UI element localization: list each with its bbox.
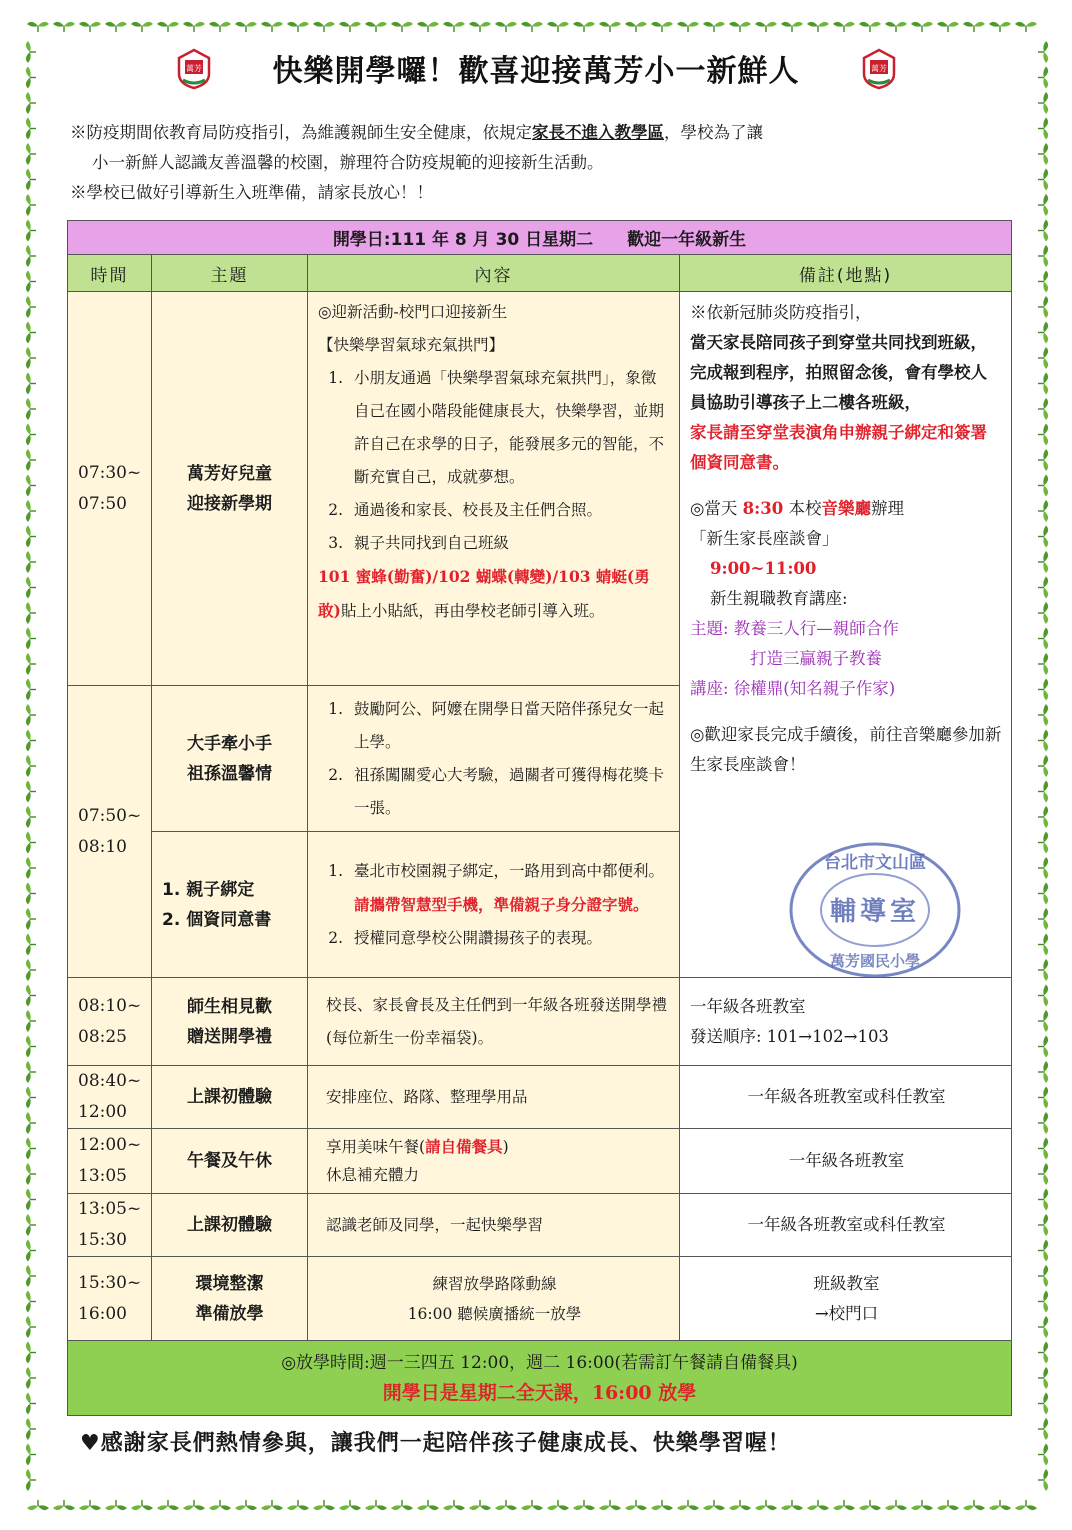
leaf-icon bbox=[26, 1138, 36, 1160]
leaf-icon bbox=[1038, 220, 1048, 242]
table-row bbox=[68, 978, 1012, 1066]
leaf-icon bbox=[235, 1500, 257, 1510]
leaf-icon bbox=[131, 22, 153, 32]
leaf-icon bbox=[1038, 1316, 1048, 1338]
time-cell: 12:00~ 13:05 bbox=[68, 1129, 152, 1194]
leaf-icon bbox=[1038, 1036, 1048, 1058]
list-item: 2. 授權同意學校公開讚揚孩子的表現。 bbox=[348, 922, 671, 955]
leaf-icon bbox=[885, 1500, 907, 1510]
leaf-icon bbox=[677, 22, 699, 32]
leaf-icon bbox=[1038, 169, 1048, 191]
leaf-icon bbox=[1038, 704, 1048, 726]
leaf-icon bbox=[1038, 806, 1048, 828]
svg-text:台北市文山區: 台北市文山區 bbox=[824, 853, 926, 873]
leaf-icon bbox=[209, 22, 231, 32]
topic-cell: 上課初體驗 bbox=[152, 1066, 308, 1129]
leaf-icon bbox=[26, 143, 36, 165]
leaf-icon bbox=[26, 1393, 36, 1415]
leaf-icon bbox=[573, 22, 595, 32]
leaf-icon bbox=[833, 22, 855, 32]
leaf-icon bbox=[26, 908, 36, 930]
leaf-icon bbox=[1038, 679, 1048, 701]
leaf-icon bbox=[495, 1500, 517, 1510]
leaf-icon bbox=[963, 1500, 985, 1510]
leaf-icon bbox=[547, 1500, 569, 1510]
leaf-icon bbox=[781, 1500, 803, 1510]
notice-block bbox=[70, 118, 1015, 208]
leaf-icon bbox=[287, 22, 309, 32]
leaf-icon bbox=[1038, 424, 1048, 446]
leaf-icon bbox=[287, 1500, 309, 1510]
leaf-icon bbox=[1038, 755, 1048, 777]
svg-text:輔導室: 輔導室 bbox=[829, 897, 921, 927]
leaf-icon bbox=[26, 755, 36, 777]
leaf-icon bbox=[1038, 551, 1048, 573]
column-header: 時間 bbox=[68, 255, 152, 292]
leaf-icon bbox=[521, 1500, 543, 1510]
leaf-icon bbox=[79, 22, 101, 32]
leaf-icon bbox=[26, 245, 36, 267]
leaf-icon bbox=[599, 22, 621, 32]
content-cell bbox=[308, 686, 680, 832]
leaf-icon bbox=[495, 22, 517, 32]
leaf-icon bbox=[1038, 271, 1048, 293]
leaf-icon bbox=[365, 1500, 387, 1510]
leaf-icon bbox=[26, 577, 36, 599]
leaf-icon bbox=[26, 551, 36, 573]
notes-cell: 一年級各班教室或科任教室 bbox=[680, 1066, 1012, 1129]
leaf-icon bbox=[1015, 1500, 1037, 1510]
leaf-icon bbox=[157, 22, 179, 32]
topic-cell: 萬芳好兒童 迎接新學期 bbox=[152, 292, 308, 686]
leaf-icon bbox=[1038, 118, 1048, 140]
time-cell: 07:30~ 07:50 bbox=[68, 292, 152, 686]
leaf-icon bbox=[469, 22, 491, 32]
notice-line: 小一新鮮人認識友善溫馨的校園，辦理符合防疫規範的迎接新生活動。 bbox=[92, 153, 604, 172]
leaf-icon bbox=[26, 832, 36, 854]
leaf-icon bbox=[1038, 883, 1048, 905]
leaf-icon bbox=[26, 271, 36, 293]
leaf-icon bbox=[26, 1112, 36, 1134]
leaf-icon bbox=[1038, 1112, 1048, 1134]
list-item: 2. 祖孫闖關愛心大考驗，過關者可獲得梅花獎卡一張。 bbox=[348, 759, 671, 825]
school-logo-icon bbox=[175, 48, 213, 90]
leaf-icon bbox=[521, 22, 543, 32]
leaf-icon bbox=[625, 1500, 647, 1510]
leaf-icon bbox=[989, 1500, 1011, 1510]
leaf-icon bbox=[1038, 1087, 1048, 1109]
leaf-icon bbox=[781, 22, 803, 32]
leaf-icon bbox=[1038, 92, 1048, 114]
notice-line: ※防疫期間依教育局防疫指引，為維護親師生安全健康，依規定家長不進入教學區，學校為了讓 bbox=[70, 123, 763, 142]
leaf-icon bbox=[1038, 1138, 1048, 1160]
leaf-icon bbox=[1015, 22, 1037, 32]
page-title: 快樂開學囉！歡喜迎接萬芳小一新鮮人 bbox=[272, 54, 800, 89]
leaf-icon bbox=[183, 1500, 205, 1510]
leaf-icon bbox=[339, 22, 361, 32]
leaf-icon bbox=[1038, 322, 1048, 344]
table-row bbox=[68, 1194, 1012, 1257]
leaf-icon bbox=[26, 883, 36, 905]
leaf-icon bbox=[1038, 194, 1048, 216]
leaf-icon bbox=[1038, 1189, 1048, 1211]
table-row bbox=[68, 1257, 1012, 1341]
leaf-icon bbox=[26, 500, 36, 522]
leaf-icon bbox=[26, 347, 36, 369]
leaf-icon bbox=[26, 1469, 36, 1491]
leaf-icon bbox=[26, 41, 36, 63]
leaf-icon bbox=[26, 959, 36, 981]
leaf-icon bbox=[235, 22, 257, 32]
leaf-icon bbox=[26, 92, 36, 114]
leaf-icon bbox=[391, 1500, 413, 1510]
leaf-icon bbox=[807, 22, 829, 32]
leaf-icon bbox=[1038, 143, 1048, 165]
leaf-icon bbox=[1038, 934, 1048, 956]
leaf-icon bbox=[105, 22, 127, 32]
leaf-icon bbox=[26, 169, 36, 191]
leaf-icon bbox=[26, 781, 36, 803]
notes-cell: ※依新冠肺炎防疫指引， 當天家長陪同孩子到穿堂共同找到班級，完成報到程序，拍照留念後，會有學校人員協助引導孩子上二樓各班級， 家長請至穿堂表演角申辦親子綁定和簽署個資同意書。 ◎當天 8:30 本校音樂廳辦理 「新生家長座談會」 9:00~11:00 新生親職教育講座: 主題: 教養三人行—親師合作 打造三贏親子教養 講座: 徐權鼎(知名親子作家) ◎歡迎家長完成手續後，前往音樂廳參加新生家長座談會！ bbox=[680, 292, 1012, 978]
leaf-icon bbox=[833, 1500, 855, 1510]
leaf-icon bbox=[1038, 398, 1048, 420]
leaf-icon bbox=[261, 22, 283, 32]
leaf-icon bbox=[911, 1500, 933, 1510]
topic-cell: 上課初體驗 bbox=[152, 1194, 308, 1257]
thank-you-message: ♥感謝家長們熱情參與，讓我們一起陪伴孩子健康成長、快樂學習喔！ bbox=[80, 1430, 791, 1456]
leaf-icon bbox=[26, 730, 36, 752]
leaf-icon bbox=[26, 398, 36, 420]
leaf-icon bbox=[677, 1500, 699, 1510]
leaf-icon bbox=[1038, 628, 1048, 650]
list-item: 2. 通過後和家長、校長及主任們合照。 bbox=[348, 494, 671, 527]
leaf-icon bbox=[209, 1500, 231, 1510]
leaf-icon bbox=[859, 22, 881, 32]
leaf-icon bbox=[26, 934, 36, 956]
leaf-icon bbox=[157, 1500, 179, 1510]
leaf-icon bbox=[1038, 1214, 1048, 1236]
leaf-icon bbox=[651, 22, 673, 32]
dismissal-footer: ◎放學時間:週一三四五 12:00，週二 16:00(若需訂午餐請自備餐具) 開學日是星期二全天課，16:00 放學 bbox=[68, 1341, 1012, 1416]
leaf-icon bbox=[27, 1500, 49, 1510]
content-cell: 安排座位、路隊、整理學用品 bbox=[308, 1066, 680, 1129]
leaf-icon bbox=[26, 1010, 36, 1032]
leaf-icon bbox=[26, 220, 36, 242]
leaf-icon bbox=[963, 22, 985, 32]
leaf-icon bbox=[937, 1500, 959, 1510]
leaf-icon bbox=[313, 1500, 335, 1510]
content-cell: 認識老師及同學，一起快樂學習 bbox=[308, 1194, 680, 1257]
leaf-icon bbox=[26, 1265, 36, 1287]
leaf-icon bbox=[807, 1500, 829, 1510]
leaf-icon bbox=[26, 1367, 36, 1389]
leaf-icon bbox=[1038, 1342, 1048, 1364]
column-header: 主題 bbox=[152, 255, 308, 292]
leaf-icon bbox=[885, 22, 907, 32]
leaf-icon bbox=[26, 475, 36, 497]
svg-text:萬芳: 萬芳 bbox=[186, 64, 202, 73]
leaf-icon bbox=[625, 22, 647, 32]
leaf-icon bbox=[599, 1500, 621, 1510]
leaf-icon bbox=[1038, 832, 1048, 854]
leaf-icon bbox=[26, 449, 36, 471]
leaf-icon bbox=[729, 1500, 751, 1510]
leaf-icon bbox=[183, 22, 205, 32]
svg-text:萬芳: 萬芳 bbox=[871, 64, 887, 73]
leaf-icon bbox=[26, 653, 36, 675]
table-banner: 開學日:111 年 8 月 30 日星期二 歡迎一年級新生 bbox=[68, 221, 1012, 255]
leaf-icon bbox=[1038, 1163, 1048, 1185]
leaf-icon bbox=[26, 1061, 36, 1083]
leaf-icon bbox=[26, 194, 36, 216]
content-cell: ◎迎新活動-校門口迎接新生 【快樂學習氣球充氣拱門】 1. 小朋友通過「快樂學習氣球充氣拱門」，象徵自己在國小階段能健康長大，快樂學習，並期許自己在求學的日子，能發展多元的智能，不斷充實自己，成就夢想。 2. 通過後和家長、校長及主任們合照。 3. 親子共同找到自己班級 101 蜜蜂(勤奮)/102 蝴蝶(轉變)/103 蜻蜓(勇敢)貼上小貼紙，再由學校老師引導入班。 bbox=[308, 292, 680, 686]
page-header bbox=[60, 40, 1012, 104]
notice-line: ※學校已做好引導新生入班準備，請家長放心！！ bbox=[70, 183, 433, 202]
topic-cell: 1. 親子綁定 2. 個資同意書 bbox=[152, 832, 308, 978]
list-item: 3. 親子共同找到自己班級 bbox=[348, 527, 671, 560]
leaf-icon bbox=[313, 22, 335, 32]
leaf-icon bbox=[26, 1316, 36, 1338]
leaf-icon bbox=[105, 1500, 127, 1510]
time-cell: 08:10~ 08:25 bbox=[68, 978, 152, 1066]
leaf-icon bbox=[26, 1163, 36, 1185]
leaf-icon bbox=[26, 602, 36, 624]
leaf-icon bbox=[1038, 1061, 1048, 1083]
leaf-icon bbox=[365, 22, 387, 32]
leaf-icon bbox=[1038, 526, 1048, 548]
leaf-icon bbox=[1038, 449, 1048, 471]
leaf-icon bbox=[1038, 959, 1048, 981]
leaf-icon bbox=[911, 22, 933, 32]
column-header: 內容 bbox=[308, 255, 680, 292]
leaf-icon bbox=[937, 22, 959, 32]
time-cell: 08:40~ 12:00 bbox=[68, 1066, 152, 1129]
notes-cell: 一年級各班教室 發送順序: 101→102→103 bbox=[680, 978, 1012, 1066]
leaf-icon bbox=[1038, 41, 1048, 63]
leaf-icon bbox=[26, 118, 36, 140]
leaf-icon bbox=[26, 424, 36, 446]
leaf-icon bbox=[26, 704, 36, 726]
leaf-icon bbox=[443, 1500, 465, 1510]
content-cell bbox=[308, 832, 680, 978]
leaf-icon bbox=[443, 22, 465, 32]
content-cell: 校長、家長會長及主任們到一年級各班發送開學禮(每位新生一份幸福袋)。 bbox=[308, 978, 680, 1066]
leaf-icon bbox=[1038, 475, 1048, 497]
leaf-icon bbox=[1038, 373, 1048, 395]
leaf-icon bbox=[1038, 1291, 1048, 1313]
leaf-icon bbox=[755, 1500, 777, 1510]
school-logo-icon bbox=[860, 48, 898, 90]
leaf-icon bbox=[1038, 908, 1048, 930]
office-stamp-seal bbox=[786, 838, 964, 982]
notes-cell: 班級教室 →校門口 bbox=[680, 1257, 1012, 1341]
leaf-icon bbox=[26, 1189, 36, 1211]
leaf-icon bbox=[1038, 67, 1048, 89]
time-cell: 07:50~ 08:10 bbox=[68, 686, 152, 978]
leaf-icon bbox=[26, 67, 36, 89]
svg-text:萬芳國民小學: 萬芳國民小學 bbox=[829, 952, 921, 970]
leaf-icon bbox=[1038, 1469, 1048, 1491]
leaf-icon bbox=[1038, 245, 1048, 267]
leaf-icon bbox=[26, 322, 36, 344]
leaf-icon bbox=[26, 806, 36, 828]
leaf-icon bbox=[26, 628, 36, 650]
leaf-icon bbox=[729, 22, 751, 32]
leaf-icon bbox=[1038, 1010, 1048, 1032]
leaf-icon bbox=[26, 1342, 36, 1364]
leaf-icon bbox=[417, 1500, 439, 1510]
leaf-icon bbox=[1038, 653, 1048, 675]
leaf-icon bbox=[26, 1036, 36, 1058]
leaf-icon bbox=[859, 1500, 881, 1510]
leaf-icon bbox=[1038, 1393, 1048, 1415]
leaf-icon bbox=[703, 1500, 725, 1510]
leaf-icon bbox=[79, 1500, 101, 1510]
leaf-icon bbox=[26, 373, 36, 395]
leaf-icon bbox=[131, 1500, 153, 1510]
leaf-icon bbox=[573, 1500, 595, 1510]
leaf-icon bbox=[261, 1500, 283, 1510]
leaf-icon bbox=[1038, 602, 1048, 624]
leaf-icon bbox=[989, 22, 1011, 32]
leaf-icon bbox=[53, 1500, 75, 1510]
leaf-icon bbox=[1038, 1444, 1048, 1466]
leaf-icon bbox=[26, 1418, 36, 1440]
list-item: 1. 臺北市校園親子綁定，一路用到高中都便利。請攜帶智慧型手機，準備親子身分證字號。 bbox=[348, 855, 671, 922]
column-header: 備註(地點) bbox=[680, 255, 1012, 292]
leaf-icon bbox=[26, 857, 36, 879]
table-row bbox=[68, 292, 1012, 686]
leaf-icon bbox=[26, 526, 36, 548]
topic-cell: 午餐及午休 bbox=[152, 1129, 308, 1194]
topic-cell: 環境整潔 準備放學 bbox=[152, 1257, 308, 1341]
leaf-icon bbox=[26, 296, 36, 318]
leaf-icon bbox=[651, 1500, 673, 1510]
leaf-icon bbox=[1038, 730, 1048, 752]
leaf-icon bbox=[27, 22, 49, 32]
leaf-icon bbox=[53, 22, 75, 32]
leaf-icon bbox=[1038, 347, 1048, 369]
table-row bbox=[68, 1129, 1012, 1194]
leaf-icon bbox=[339, 1500, 361, 1510]
leaf-icon bbox=[1038, 781, 1048, 803]
leaf-icon bbox=[26, 1214, 36, 1236]
list-item: 1. 小朋友通過「快樂學習氣球充氣拱門」，象徵自己在國小階段能健康長大，快樂學習，並期許自己在求學的日子，能發展多元的智能，不斷充實自己，成就夢想。 bbox=[348, 362, 671, 494]
leaf-icon bbox=[1038, 985, 1048, 1007]
leaf-icon bbox=[1038, 1367, 1048, 1389]
leaf-icon bbox=[26, 679, 36, 701]
leaf-icon bbox=[26, 1240, 36, 1262]
leaf-icon bbox=[1038, 296, 1048, 318]
leaf-icon bbox=[26, 1291, 36, 1313]
topic-cell: 師生相見歡 贈送開學禮 bbox=[152, 978, 308, 1066]
leaf-icon bbox=[703, 22, 725, 32]
leaf-icon bbox=[391, 22, 413, 32]
time-cell: 13:05~ 15:30 bbox=[68, 1194, 152, 1257]
leaf-icon bbox=[1038, 857, 1048, 879]
notice-highlight: 家長不進入教學區 bbox=[532, 123, 664, 142]
leaf-icon bbox=[26, 985, 36, 1007]
topic-cell: 大手牽小手 祖孫溫馨情 bbox=[152, 686, 308, 832]
leaf-icon bbox=[1038, 1418, 1048, 1440]
list-item: 1. 鼓勵阿公、阿嬤在開學日當天陪伴孫兒女一起上學。 bbox=[348, 693, 671, 759]
leaf-icon bbox=[417, 22, 439, 32]
leaf-icon bbox=[1038, 500, 1048, 522]
leaf-icon bbox=[1038, 577, 1048, 599]
leaf-icon bbox=[755, 22, 777, 32]
leaf-icon bbox=[1038, 1265, 1048, 1287]
content-cell: 練習放學路隊動線 16:00 聽候廣播統一放學 bbox=[308, 1257, 680, 1341]
schedule-table bbox=[67, 220, 1012, 1416]
leaf-icon bbox=[1038, 1240, 1048, 1262]
leaf-icon bbox=[26, 1087, 36, 1109]
time-cell: 15:30~ 16:00 bbox=[68, 1257, 152, 1341]
leaf-icon bbox=[547, 22, 569, 32]
leaf-icon bbox=[469, 1500, 491, 1510]
notes-cell: 一年級各班教室或科任教室 bbox=[680, 1194, 1012, 1257]
notes-cell: 一年級各班教室 bbox=[680, 1129, 1012, 1194]
leaf-icon bbox=[26, 1444, 36, 1466]
content-cell: 享用美味午餐(請自備餐具) 休息補充體力 bbox=[308, 1129, 680, 1194]
table-row bbox=[68, 1066, 1012, 1129]
